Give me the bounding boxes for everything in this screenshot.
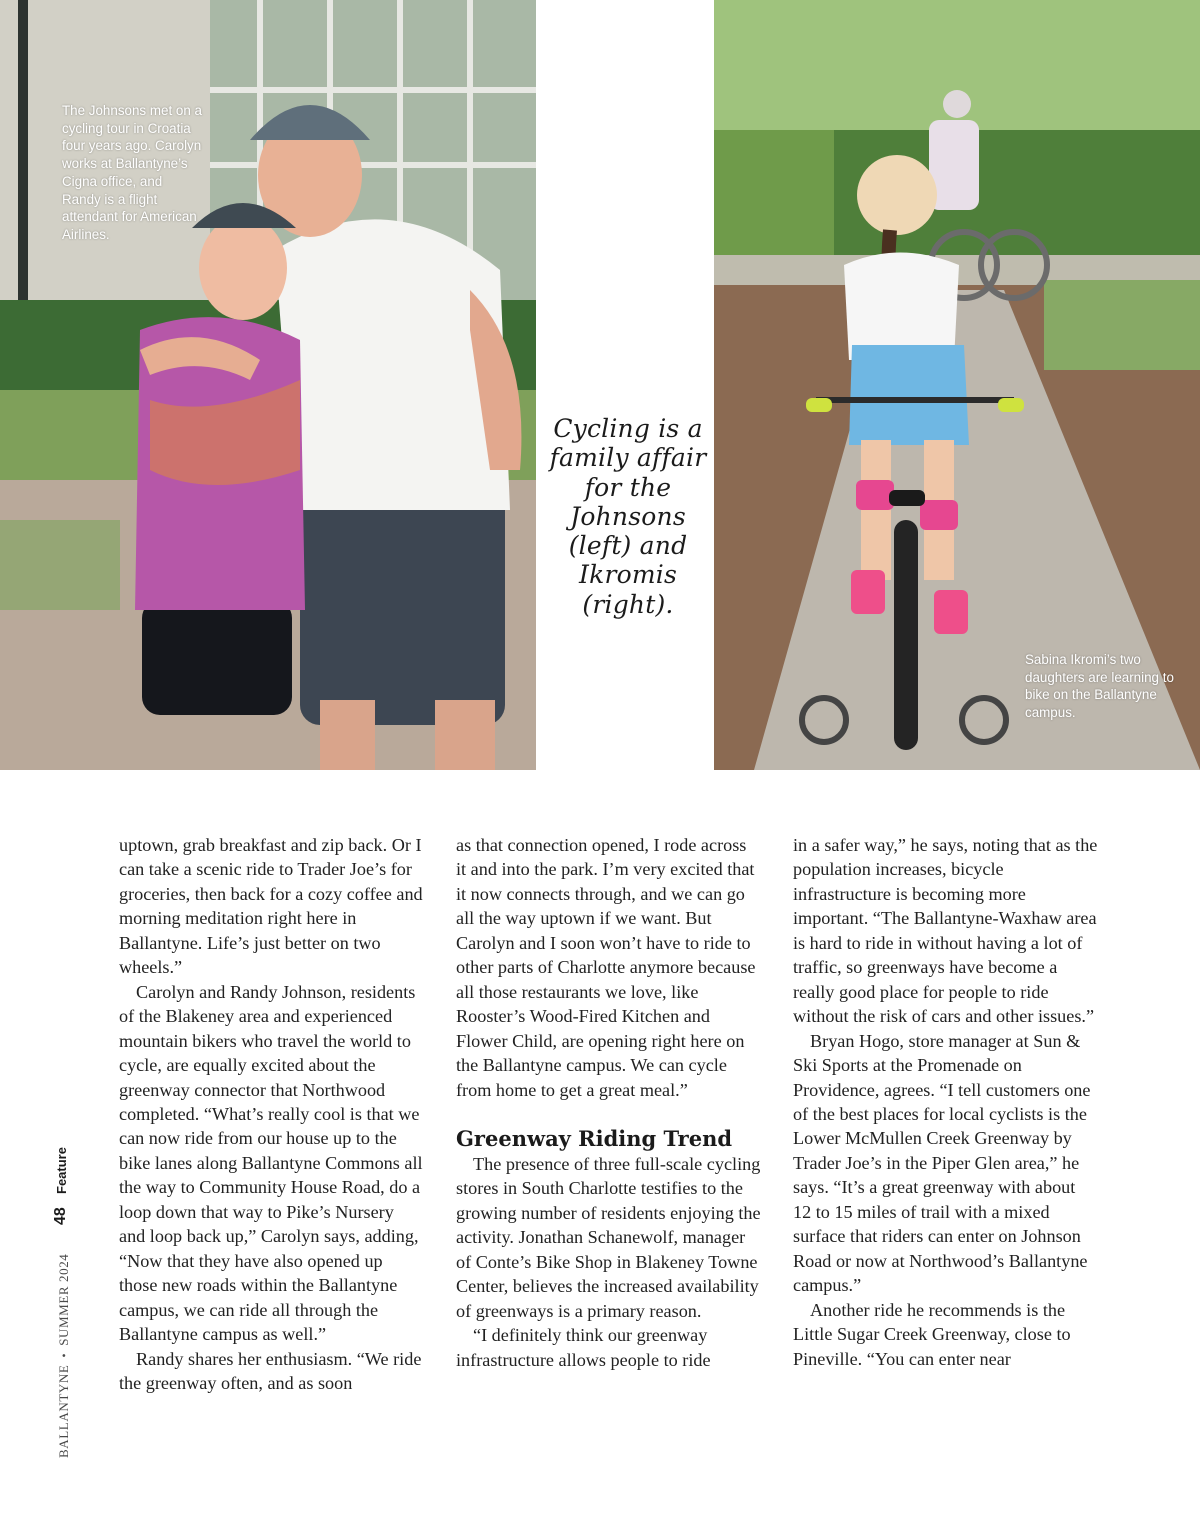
article-column-3	[793, 833, 1098, 1371]
article-paragraph: Randy shares her enthusiasm. “We ride the greenway often, and as soon	[119, 1348, 422, 1393]
folio-publication	[56, 1254, 72, 1458]
pull-quote: Cycling is a family affair for the Johnsons (left) and Ikromis (right).	[549, 414, 707, 619]
photo-ikromis	[714, 0, 1200, 770]
article-paragraph: The presence of three full-scale cycling stores in South Charlotte testifies to the growing number of residents enjoying the activity. Jonathan Schanewolf, manager of Conte’s Bike Shop in Blakeney Towne Center, believes the increased availability of greenways is a primary reason.	[456, 1153, 761, 1321]
article-column-1	[119, 833, 424, 1395]
folio-section-label: Feature	[54, 1147, 69, 1194]
article-paragraph: Carolyn and Randy Johnson, residents of the Blakeney area and experienced mountain bikers who travel the world to cycle, are equally excited about the greenway connector that Northwood completed. “What’s really cool is that we can now ride from our house up to the bike lanes along Ballantyne Commons all the way to Community House Road, do a loop down that way to Pike’s Nursery and loop back up,” Carolyn says, adding, “Now that they have also opened up those new roads within the Ballantyne campus, we can ride all through the Ballantyne campus as well.”	[119, 981, 423, 1345]
article-paragraph: “I definitely think our greenway infrastructure allows people to ride	[456, 1325, 711, 1370]
article-paragraph: uptown, grab breakfast and zip back. Or I can take a scenic ride to Trader Joe’s for groceries, then back for a cozy coffee and morning meditation right here in Ballantyne. Life’s just better on two wheels.”	[119, 835, 423, 978]
page-number: 48	[52, 1207, 69, 1225]
article-column-2	[456, 833, 761, 1372]
publication-name: BALLANTYNE	[56, 1364, 71, 1458]
section-subhead: Greenway Riding Trend	[456, 1125, 733, 1151]
article-paragraph: in a safer way,” he says, noting that as the population increases, bicycle infrastructure is becoming more important. “The Ballantyne-Waxhaw area is hard to ride in without having a lot of traffic, so greenways have become a really good place for people to ride without the risk of cars and other issues.”	[793, 835, 1098, 1027]
issue-label: SUMMER 2024	[56, 1253, 71, 1346]
photo-johnsons	[0, 0, 536, 770]
article-paragraph: Bryan Hogo, store manager at Sun & Ski Sports at the Promenade on Providence, agrees. “I tell customers one of the best places for local cyclists is the Lower McMullen Creek Greenway by Trader Joe’s in the Piper Glen area,” he says. “It’s a great greenway with about 12 to 15 miles of trail with a mixed surface that riders can enter on Johnson Road or now at Northwood’s Ballantyne campus.”	[793, 1030, 1091, 1296]
article-paragraph: Another ride he recommends is the Little Sugar Creek Greenway, close to Pineville. “You can enter near	[793, 1299, 1071, 1369]
photo-caption-johnsons: The Johnsons met on a cycling tour in Croatia four years ago. Carolyn works at Ballantyne’s Cigna office, and Randy is a flight attendant for American Airlines.	[62, 103, 202, 242]
folio-separator: •	[56, 1352, 71, 1358]
photo-caption-ikromis: Sabina Ikromi’s two daughters are learning to bike on the Ballantyne campus.	[1025, 652, 1174, 721]
article-paragraph: as that connection opened, I rode across it and into the park. I’m very excited that it now connects through, and we can go all the way uptown if we want. But Carolyn and I soon won’t have to ride to other parts of Charlotte anymore because all those restaurants we love, like Rooster’s Wood-Fired Kitchen and Flower Child, are opening right here on the Ballantyne campus. We can cycle from home to get a great meal.”	[456, 835, 756, 1100]
